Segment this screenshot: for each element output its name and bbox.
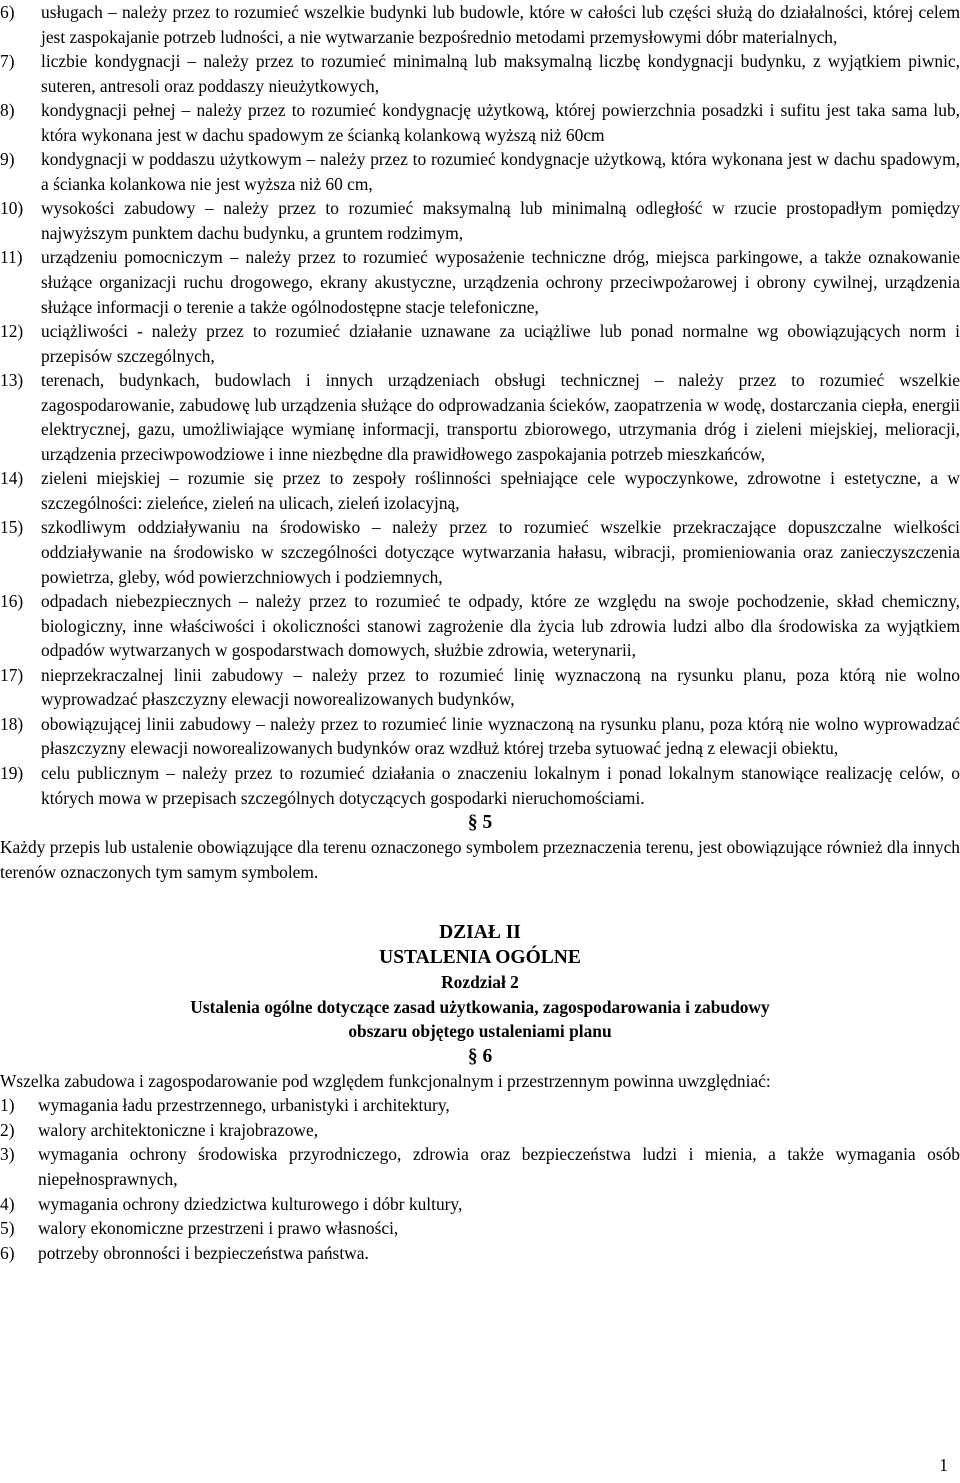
list-number: 4) <box>0 1193 15 1214</box>
list-number: 11) <box>0 247 23 268</box>
list-item <box>0 147 960 196</box>
list-item <box>0 1241 960 1266</box>
section-mark-6: § 6 <box>467 1045 493 1067</box>
list-item <box>0 663 960 712</box>
list-number: 18) <box>0 713 24 734</box>
list-text: wymagania ochrony środowiska przyrodniczego, zdrowia oraz bezpieczeństwa ludzi i mienia, a także wymagania osób niepełnosprawnych, <box>38 1144 960 1189</box>
requirements-list <box>0 1093 960 1265</box>
list-text: walory architektoniczne i krajobrazowe, <box>38 1119 319 1140</box>
list-number: 14) <box>0 468 24 489</box>
list-text: obowiązującej linii zabudowy – należy przez to rozumieć linie wyznaczoną na rysunku planu, poza którą nie wolno wyprowadzać płaszczyzny elewacji noworealizowanych budynków oraz wzdłuż której trzeba sytuować jedną z elewacji obiektu, <box>41 713 960 759</box>
list-number: 9) <box>0 149 15 170</box>
list-text: odpadach niebezpiecznych – należy przez to rozumieć te odpady, które ze względu na swoje pochodzenie, skład chemiczny, biologiczny, inne właściwości i okoliczności stanowi zagrożenie dla życia lub zdrowia ludzi albo dla środowiska za wyjątkiem odpadów wytwarzanych w gospodarstwach domowych, służbie zdrowia, weterynarii, <box>41 591 960 661</box>
list-item <box>0 761 960 810</box>
list-item <box>0 1093 960 1118</box>
list-item <box>0 712 960 761</box>
list-number: 2) <box>0 1119 15 1140</box>
list-text: kondygnacji w poddaszu użytkowym – należy przez to rozumieć kondygnacje użytkową, która wykonana jest w dachu spadowym, a ścianka kolankowa nie jest wyższa niż 60 cm, <box>41 149 960 194</box>
page-number: 1 <box>939 1455 948 1475</box>
list-text: potrzeby obronności i bezpieczeństwa państwa. <box>38 1242 369 1263</box>
list-text: usługach – należy przez to rozumieć wszelkie budynki lub budowle, które w całości lub części służą do działalności, której celem jest zaspokajanie potrzeb ludności, a nie wytwarzanie bezpośrednio metodami przemysłowymi dóbr materialnych, <box>41 2 960 47</box>
list-text: terenach, budynkach, budowlach i innych urządzeniach obsługi technicznej – należy przez to rozumieć wszelkie zagospodarowanie, zabudowę lub urządzenia służące do odprowadzania ścieków, zaopatrzenia w wodę, dostarczania ciepła, energii elektrycznej, gazu, umożliwiające wymianę informacji, transportu zbiorowego, utrzymania dróg i zieleni miejskiej, melioracji, urządzenia przeciwpowodziowe i inne niezbędne dla prawidłowego zaspokajania potrzeb mieszkańców, <box>41 370 960 464</box>
section-6-intro: Wszelka zabudowa i zagospodarowanie pod względem funkcjonalnym i przestrzennym powinna uwzględniać: <box>0 1070 771 1091</box>
list-number: 1) <box>0 1095 15 1116</box>
list-number: 13) <box>0 370 24 391</box>
list-item <box>0 589 960 663</box>
list-item <box>0 0 960 49</box>
list-number: 15) <box>0 517 24 538</box>
list-text: urządzeniu pomocniczym – należy przez to rozumieć wyposażenie techniczne dróg, miejsca parkingowe, a także oznakowanie służące organizacji ruchu drogowego, ekrany akustyczne, urządzenia ochrony przeciwpożarowej i obrony cywilnej, urządzenia służące informacji o terenie a także ogólnodostępne stacje telefoniczne, <box>41 247 960 317</box>
list-item <box>0 466 960 515</box>
section-mark-5: § 5 <box>467 812 493 834</box>
list-item <box>0 515 960 589</box>
list-item <box>0 196 960 245</box>
section-5-text: Każdy przepis lub ustalenie obowiązujące dla terenu oznaczonego symbolem przeznaczenia terenu, jest obowiązujące również dla innych terenów oznaczonych tym samym symbolem. <box>0 837 960 882</box>
list-item <box>0 49 960 98</box>
list-text: liczbie kondygnacji – należy przez to rozumieć minimalną lub maksymalną liczbę kondygnacji budynku, z wyjątkiem piwnic, suteren, antresoli oraz poddaszy nieużytkowych, <box>41 51 960 96</box>
division-title: DZIAŁ II <box>439 922 521 944</box>
list-item <box>0 1192 960 1217</box>
list-item <box>0 368 960 466</box>
list-number: 10) <box>0 198 24 219</box>
list-text: nieprzekraczalnej linii zabudowy – należy przez to rozumieć linię wyznaczoną na rysunku planu, poza którą nie wolno wyprowadzać płaszczyzny elewacji noworealizowanych budynków, <box>41 664 960 710</box>
list-number: 17) <box>0 664 24 685</box>
list-text: wymagania ochrony dziedzictwa kulturowego i dóbr kultury, <box>38 1193 463 1214</box>
list-number: 6) <box>0 2 15 22</box>
list-number: 7) <box>0 51 15 72</box>
list-text: wymagania ładu przestrzennego, urbanistyki i architektury, <box>38 1095 450 1116</box>
list-number: 16) <box>0 591 24 612</box>
list-text: wysokości zabudowy – należy przez to rozumieć maksymalną lub minimalną odległość w rzucie prostopadłym pomiędzy najwyższym punktem dachu budynku, a gruntem rodzimym, <box>41 198 960 243</box>
spacer <box>0 884 960 920</box>
list-number: 19) <box>0 762 24 783</box>
list-item <box>0 319 960 368</box>
list-item <box>0 245 960 319</box>
list-text: kondygnacji pełnej – należy przez to rozumieć kondygnację użytkową, której powierzchnia posadzki i sufitu jest taka sama lub, która wykonana jest w dachu spadowym ze ścianką kolankową wyższą niż 60cm <box>41 100 960 145</box>
list-text: walory ekonomiczne przestrzeni i prawo własności, <box>38 1218 399 1239</box>
list-item <box>0 1118 960 1143</box>
list-number: 5) <box>0 1218 15 1239</box>
list-number: 6) <box>0 1242 15 1263</box>
list-item <box>0 1216 960 1241</box>
list-item <box>0 1142 960 1191</box>
chapter-number: Rozdział 2 <box>441 972 519 993</box>
chapter-title-line1: Ustalenia ogólne dotyczące zasad użytkowania, zagospodarowania i zabudowy <box>190 996 770 1017</box>
list-number: 3) <box>0 1144 15 1165</box>
list-text: szkodliwym oddziaływaniu na środowisko – należy przez to rozumieć wszelkie przekraczające dopuszczalne wielkości oddziaływanie na środowisko w szczególności dotyczące wytwarzania hałasu, wibracji, promieniowania oraz zanieczyszczenia powietrza, gleby, wód powierzchniowych i podziemnych, <box>41 517 960 587</box>
list-text: celu publicznym – należy przez to rozumieć działania o znaczeniu lokalnym i ponad lokalnym stanowiące realizację celów, o których mowa w przepisach szczególnych dotyczących gospodarki nieruchomościami. <box>41 762 960 808</box>
list-text: uciążliwości - należy przez to rozumieć działanie uznawane za uciążliwe lub ponad normalne wg obowiązujących norm i przepisów szczególnych, <box>41 321 960 366</box>
list-text: zieleni miejskiej – rozumie się przez to zespoły roślinności spełniające cele wypoczynkowe, zdrowotne i estetyczne, a w szczególności: zieleńce, zieleń na ulicach, zieleń izolacyjną, <box>41 468 960 513</box>
list-number: 12) <box>0 321 24 342</box>
division-subtitle: USTALENIA OGÓLNE <box>379 947 581 969</box>
list-number: 8) <box>0 100 15 121</box>
chapter-title-line2: obszaru objętego ustaleniami planu <box>348 1021 612 1042</box>
list-item <box>0 98 960 147</box>
